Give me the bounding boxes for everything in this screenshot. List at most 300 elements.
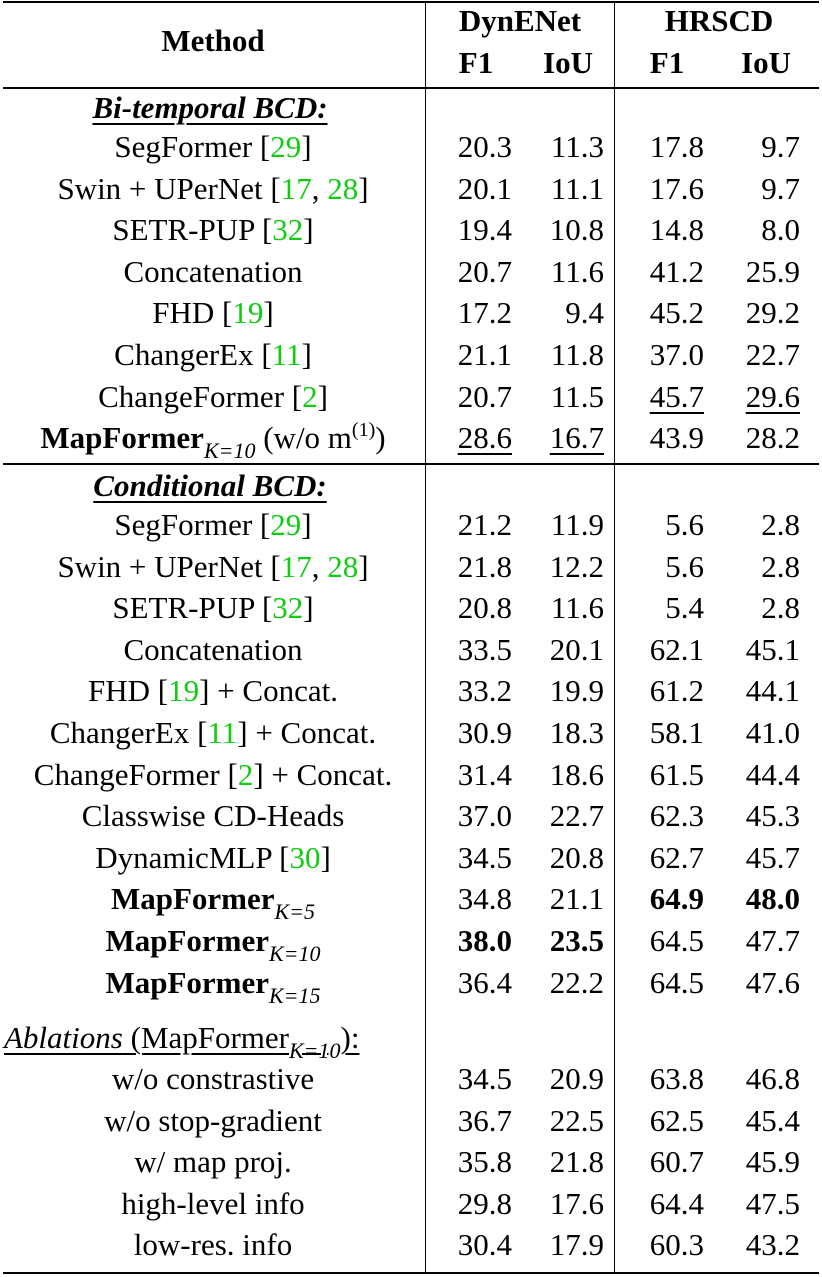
method-label: ChangerEx [	[49, 715, 208, 750]
metric-value	[624, 293, 704, 333]
method-label: SegFormer [	[114, 129, 271, 164]
metric-value	[516, 169, 604, 209]
citation-link: 19	[232, 295, 264, 331]
citation-separator: ,	[311, 170, 328, 206]
metric-value	[708, 127, 800, 167]
metric-value-text: 33.5	[457, 631, 512, 667]
metric-value	[708, 169, 800, 209]
metric-value	[430, 588, 512, 628]
metric-value-text: 36.4	[457, 964, 512, 1000]
metric-value	[516, 755, 604, 795]
metric-value	[708, 1225, 800, 1265]
method-label: MapFormer	[105, 964, 269, 1000]
metric-value	[430, 1059, 512, 1099]
section-title-italic: Ablations	[4, 1020, 123, 1055]
metric-value	[624, 921, 704, 961]
metric-value-text: 9.7	[761, 129, 800, 164]
metric-value-text: 34.5	[457, 839, 512, 875]
citation-link: 30	[289, 839, 321, 875]
metric-value-text: 34.8	[457, 881, 512, 917]
metric-value	[708, 505, 800, 545]
method-label-end: ]	[301, 507, 312, 542]
method-label-end: ]	[317, 378, 328, 414]
metric-value-text: 64.5	[649, 964, 704, 1000]
metric-value-text: 23.5	[549, 923, 604, 958]
metric-value	[708, 1101, 800, 1141]
section-title	[0, 88, 420, 128]
method-name	[0, 1142, 426, 1182]
metric-value-text: 17.6	[549, 1185, 604, 1221]
method-name	[0, 879, 426, 925]
metric-value-text: 21.8	[549, 1144, 604, 1180]
metric-value	[624, 796, 704, 836]
metric-value	[516, 1101, 604, 1141]
citation-link: 32	[272, 212, 304, 248]
metric-value-text: 5.6	[665, 507, 704, 542]
metric-value	[708, 335, 800, 375]
metric-value-text: 61.2	[649, 673, 704, 709]
method-superscript: (1)	[351, 419, 376, 442]
section-title	[0, 466, 420, 506]
metric-value-text: 20.3	[457, 129, 512, 164]
metric-value-text: 64.9	[649, 881, 704, 917]
method-label-end: ]	[358, 170, 369, 206]
metric-value	[708, 921, 800, 961]
dataset-header-dynenet: DynENet	[458, 3, 582, 38]
method-label: w/o stop-gradient	[104, 1102, 322, 1138]
metric-value-text: 31.4	[457, 756, 512, 792]
metric-value-text: 45.3	[745, 798, 800, 834]
metric-value	[430, 418, 512, 458]
metric-value	[624, 252, 704, 292]
metric-value-text: 20.1	[457, 170, 512, 206]
method-name	[0, 921, 426, 966]
metric-value	[708, 252, 800, 292]
metric-value	[516, 1184, 604, 1224]
metric-value	[430, 713, 512, 753]
metric-value	[708, 671, 800, 711]
method-name	[0, 252, 426, 292]
method-name	[0, 335, 426, 375]
metric-value	[516, 547, 604, 587]
section-title-text	[4, 1020, 360, 1063]
citation-link: 11	[207, 715, 238, 750]
metric-value	[516, 252, 604, 292]
metric-header: F1	[649, 45, 685, 80]
metric-value-text: 11.9	[550, 507, 604, 542]
section-title-subscript: K=10	[289, 1038, 341, 1063]
metric-value-text: 2.8	[761, 548, 800, 584]
method-label: Swin + UPerNet [	[57, 170, 281, 206]
metric-value	[430, 210, 512, 250]
metric-value	[430, 879, 512, 919]
metric-value-text: 64.4	[649, 1185, 704, 1221]
metric-value	[430, 547, 512, 587]
column-divider	[614, 1, 615, 1274]
metric-value	[516, 796, 604, 836]
metric-value-text: 28.6	[457, 420, 512, 456]
method-label: ChangeFormer [	[98, 378, 303, 414]
citation-link: 29	[270, 507, 302, 542]
citation-link: 29	[270, 129, 302, 164]
metric-value-text: 34.5	[457, 1061, 512, 1096]
metric-value-text: 29.8	[457, 1185, 512, 1221]
citation-link: 17	[280, 170, 312, 206]
metric-value	[708, 1184, 800, 1224]
metric-value-text: 37.0	[457, 798, 512, 834]
method-name	[0, 796, 426, 836]
method-subscript: K=10	[269, 941, 321, 966]
metric-value-text: 22.2	[549, 964, 604, 1000]
metric-value	[430, 755, 512, 795]
metric-value-text: 22.7	[745, 337, 800, 372]
metric-value-text: 9.7	[761, 170, 800, 206]
metric-value-text: 22.7	[549, 798, 604, 834]
metric-value-text: 11.6	[550, 253, 604, 289]
method-subscript: K=5	[274, 899, 316, 925]
metric-value-text: 21.1	[457, 337, 512, 372]
method-label: w/o constrastive	[111, 1061, 315, 1096]
method-label-end: ]	[320, 839, 331, 875]
method-name	[0, 547, 426, 587]
method-label: ChangerEx [	[114, 337, 272, 372]
method-name	[0, 210, 426, 250]
metric-value-text: 43.2	[745, 1227, 800, 1263]
metric-value	[624, 1059, 704, 1099]
citation-link: 28	[327, 548, 359, 584]
metric-value	[430, 671, 512, 711]
metric-value	[516, 293, 604, 333]
metric-value-text: 33.2	[457, 673, 512, 709]
metric-value	[516, 418, 604, 458]
metric-value-text: 44.1	[745, 673, 800, 709]
metric-value-text: 28.2	[745, 420, 800, 456]
metric-value	[708, 630, 800, 670]
metric-value	[430, 169, 512, 209]
metric-value	[430, 1225, 512, 1265]
metric-value-text: 20.7	[457, 378, 512, 414]
metric-value-text: 11.3	[550, 129, 604, 164]
metric-value	[516, 1059, 604, 1099]
metric-value-text: 37.0	[649, 337, 704, 372]
metric-value-text: 18.3	[549, 715, 604, 750]
method-name	[0, 293, 426, 333]
metric-value-text: 11.5	[550, 378, 604, 414]
method-name	[0, 963, 426, 1008]
metric-value-text: 11.8	[550, 337, 604, 372]
metric-value	[624, 671, 704, 711]
metric-value	[708, 547, 800, 587]
metric-value	[624, 879, 704, 919]
metric-value	[708, 838, 800, 878]
metric-value-text: 21.8	[457, 548, 512, 584]
metric-value-text: 20.1	[549, 631, 604, 667]
metric-value	[708, 963, 800, 1003]
method-label: ChangeFormer [	[33, 756, 238, 792]
method-label: FHD [	[152, 295, 233, 331]
metric-value-text: 11.1	[550, 170, 604, 206]
metric-value	[624, 335, 704, 375]
metric-value-text: 2.8	[761, 590, 800, 626]
metric-value-text: 9.4	[565, 295, 604, 331]
metric-value-text: 60.7	[649, 1144, 704, 1180]
metric-value-text: 36.7	[457, 1102, 512, 1138]
method-subscript: K=10	[203, 438, 256, 464]
metric-value	[708, 1059, 800, 1099]
metric-value-text: 45.7	[745, 839, 800, 875]
citation-link: 11	[271, 337, 302, 372]
method-label: SegFormer [	[114, 507, 271, 542]
metric-value-text: 45.2	[649, 295, 704, 331]
metric-value	[624, 127, 704, 167]
method-name	[0, 671, 426, 711]
metric-value-text: 47.7	[745, 923, 800, 958]
metric-value	[624, 377, 704, 417]
metric-value-text: 29.6	[745, 378, 800, 414]
metric-header: IoU	[543, 45, 593, 80]
metric-header: F1	[458, 45, 494, 80]
metric-value-text: 29.2	[745, 295, 800, 331]
metric-value-text: 25.9	[745, 253, 800, 289]
metric-value-text: 17.8	[649, 129, 704, 164]
metric-value-text: 60.3	[649, 1227, 704, 1263]
metric-value-text: 18.6	[549, 756, 604, 792]
metric-value	[430, 377, 512, 417]
metric-value	[708, 588, 800, 628]
metric-value-text: 19.9	[549, 673, 604, 709]
metric-value	[516, 630, 604, 670]
section-title-end: ):	[340, 1020, 360, 1055]
metric-value-text: 12.2	[549, 548, 604, 584]
metric-value-text: 63.8	[649, 1061, 704, 1096]
metric-value	[624, 169, 704, 209]
metric-value	[430, 963, 512, 1003]
metric-value	[430, 1142, 512, 1182]
method-name	[0, 377, 426, 417]
metric-value	[430, 252, 512, 292]
metric-value-text: 5.6	[665, 548, 704, 584]
method-label-end: ] + Concat.	[237, 715, 377, 750]
section-title	[4, 1018, 360, 1063]
metric-value	[430, 505, 512, 545]
metric-value	[708, 293, 800, 333]
method-name	[0, 1059, 426, 1099]
metric-value	[624, 505, 704, 545]
metric-value-text: 46.8	[745, 1061, 800, 1096]
metric-value	[624, 210, 704, 250]
metric-value	[516, 713, 604, 753]
bottom-rule	[3, 1272, 819, 1274]
metric-value-text: 10.8	[549, 212, 604, 248]
method-label: FHD [	[88, 673, 169, 709]
metric-value	[708, 755, 800, 795]
metric-value-text: 11.6	[550, 590, 604, 626]
metric-value-text: 14.8	[649, 212, 704, 248]
method-label: w/ map proj.	[134, 1144, 292, 1180]
metric-value-text: 61.5	[649, 756, 704, 792]
method-label-end: ]	[303, 212, 314, 248]
method-label-end: ]	[301, 337, 312, 372]
metric-value-text: 45.4	[745, 1102, 800, 1138]
metric-value	[624, 1184, 704, 1224]
method-suffix-end: )	[375, 420, 386, 456]
method-name	[0, 755, 426, 795]
method-name	[0, 1101, 426, 1141]
metric-value	[430, 127, 512, 167]
method-label: Classwise CD-Heads	[81, 798, 345, 834]
method-label: Concatenation	[123, 631, 303, 667]
metric-value	[516, 127, 604, 167]
method-name	[0, 127, 426, 167]
metric-value	[708, 418, 800, 458]
method-label: MapFormer	[105, 923, 269, 958]
citation-link: 17	[280, 548, 312, 584]
metric-value	[624, 1142, 704, 1182]
method-label-end: ]	[301, 129, 312, 164]
method-label: Concatenation	[123, 253, 303, 289]
method-label: low-res. info	[133, 1227, 293, 1263]
metric-value	[430, 921, 512, 961]
method-label-end: ] + Concat.	[199, 673, 338, 709]
citation-link: 32	[272, 590, 304, 626]
method-label: Swin + UPerNet [	[57, 548, 281, 584]
citation-link: 28	[327, 170, 359, 206]
metric-value-text: 43.9	[649, 420, 704, 456]
metric-value	[516, 505, 604, 545]
method-header: Method	[161, 23, 265, 58]
metric-value-text: 20.7	[457, 253, 512, 289]
method-name	[0, 418, 426, 464]
metric-value-text: 44.4	[745, 756, 800, 792]
metric-value-text: 45.9	[745, 1144, 800, 1180]
method-name	[0, 169, 426, 209]
method-name	[0, 713, 426, 753]
metric-value-text: 41.2	[649, 253, 704, 289]
metric-value-text: 30.4	[457, 1227, 512, 1263]
metric-value-text: 16.7	[549, 420, 604, 456]
metric-value	[624, 418, 704, 458]
metric-value	[516, 1142, 604, 1182]
method-name	[0, 588, 426, 628]
metric-header: IoU	[741, 45, 791, 80]
metric-value	[516, 588, 604, 628]
metric-value	[624, 963, 704, 1003]
method-label-end: ]	[303, 590, 314, 626]
metric-value	[708, 377, 800, 417]
metric-value-text: 17.2	[457, 295, 512, 331]
metric-value-text: 45.7	[649, 378, 704, 414]
metric-value	[708, 879, 800, 919]
metric-value-text: 45.1	[745, 631, 800, 667]
metric-value-text: 48.0	[745, 881, 800, 917]
method-label: MapFormer	[110, 881, 275, 917]
metric-value-text: 58.1	[649, 715, 704, 750]
method-label-end: ]	[358, 548, 369, 584]
metric-value	[624, 838, 704, 878]
metric-value	[516, 879, 604, 919]
metric-value	[430, 1184, 512, 1224]
metric-value	[708, 1142, 800, 1182]
metric-value	[516, 1225, 604, 1265]
method-label-end: ] + Concat.	[253, 756, 393, 792]
metric-value-text: 41.0	[745, 715, 800, 750]
method-name	[0, 1184, 426, 1224]
metric-value-text: 47.5	[745, 1185, 800, 1221]
metric-value-text: 20.8	[549, 839, 604, 875]
method-label-end: ]	[263, 295, 274, 331]
metric-value-text: 64.5	[649, 923, 704, 958]
metric-value	[708, 210, 800, 250]
metric-value	[430, 796, 512, 836]
metric-value	[708, 796, 800, 836]
metric-value	[516, 671, 604, 711]
citation-separator: ,	[311, 548, 328, 584]
method-label: high-level info	[121, 1185, 305, 1221]
citation-link: 2	[302, 378, 318, 414]
metric-value-text: 20.8	[457, 590, 512, 626]
metric-value-text: 2.8	[761, 507, 800, 542]
citation-link: 2	[237, 756, 254, 792]
metric-value-text: 8.0	[761, 212, 800, 248]
metric-value-text: 17.6	[649, 170, 704, 206]
method-suffix: (w/o m	[255, 420, 352, 456]
metric-value	[624, 713, 704, 753]
metric-value-text: 47.6	[745, 964, 800, 1000]
metric-value-text: 62.5	[649, 1102, 704, 1138]
metric-value	[624, 755, 704, 795]
metric-value	[624, 1101, 704, 1141]
method-label: SETR-PUP [	[112, 590, 273, 626]
section-title-text: Conditional BCD:	[93, 468, 327, 503]
metric-value-text: 19.4	[457, 212, 512, 248]
method-label: DynamicMLP [	[95, 839, 290, 875]
metric-value	[430, 335, 512, 375]
metric-value-text: 20.9	[549, 1061, 604, 1096]
metric-value	[624, 547, 704, 587]
metric-value	[430, 838, 512, 878]
metric-value	[516, 335, 604, 375]
section-rule	[3, 463, 819, 465]
metric-value	[516, 210, 604, 250]
metric-value	[430, 630, 512, 670]
metric-value-text: 38.0	[457, 923, 512, 958]
metric-value-text: 62.1	[649, 631, 704, 667]
metric-value	[516, 921, 604, 961]
section-title-rest: (MapFormer	[122, 1020, 289, 1055]
method-name	[0, 630, 426, 670]
method-subscript: K=15	[269, 982, 321, 1008]
metric-value-text: 5.4	[665, 590, 704, 626]
metric-value-text: 62.3	[649, 798, 704, 834]
method-label: MapFormer	[40, 420, 204, 456]
method-label: SETR-PUP [	[112, 212, 273, 248]
metric-value-text: 35.8	[457, 1144, 512, 1180]
dataset-header-hrscd: HRSCD	[664, 3, 774, 38]
metric-value-text: 17.9	[549, 1227, 604, 1263]
method-name	[0, 838, 426, 878]
citation-link: 19	[168, 673, 200, 709]
method-name	[0, 505, 426, 545]
metric-value	[430, 293, 512, 333]
method-name	[0, 1225, 426, 1265]
metric-value	[624, 588, 704, 628]
metric-value-text: 21.1	[549, 881, 604, 917]
metric-value-text: 30.9	[457, 715, 512, 750]
metric-value	[708, 713, 800, 753]
metric-value	[624, 1225, 704, 1265]
metric-value-text: 21.2	[457, 507, 512, 542]
metric-value	[516, 963, 604, 1003]
